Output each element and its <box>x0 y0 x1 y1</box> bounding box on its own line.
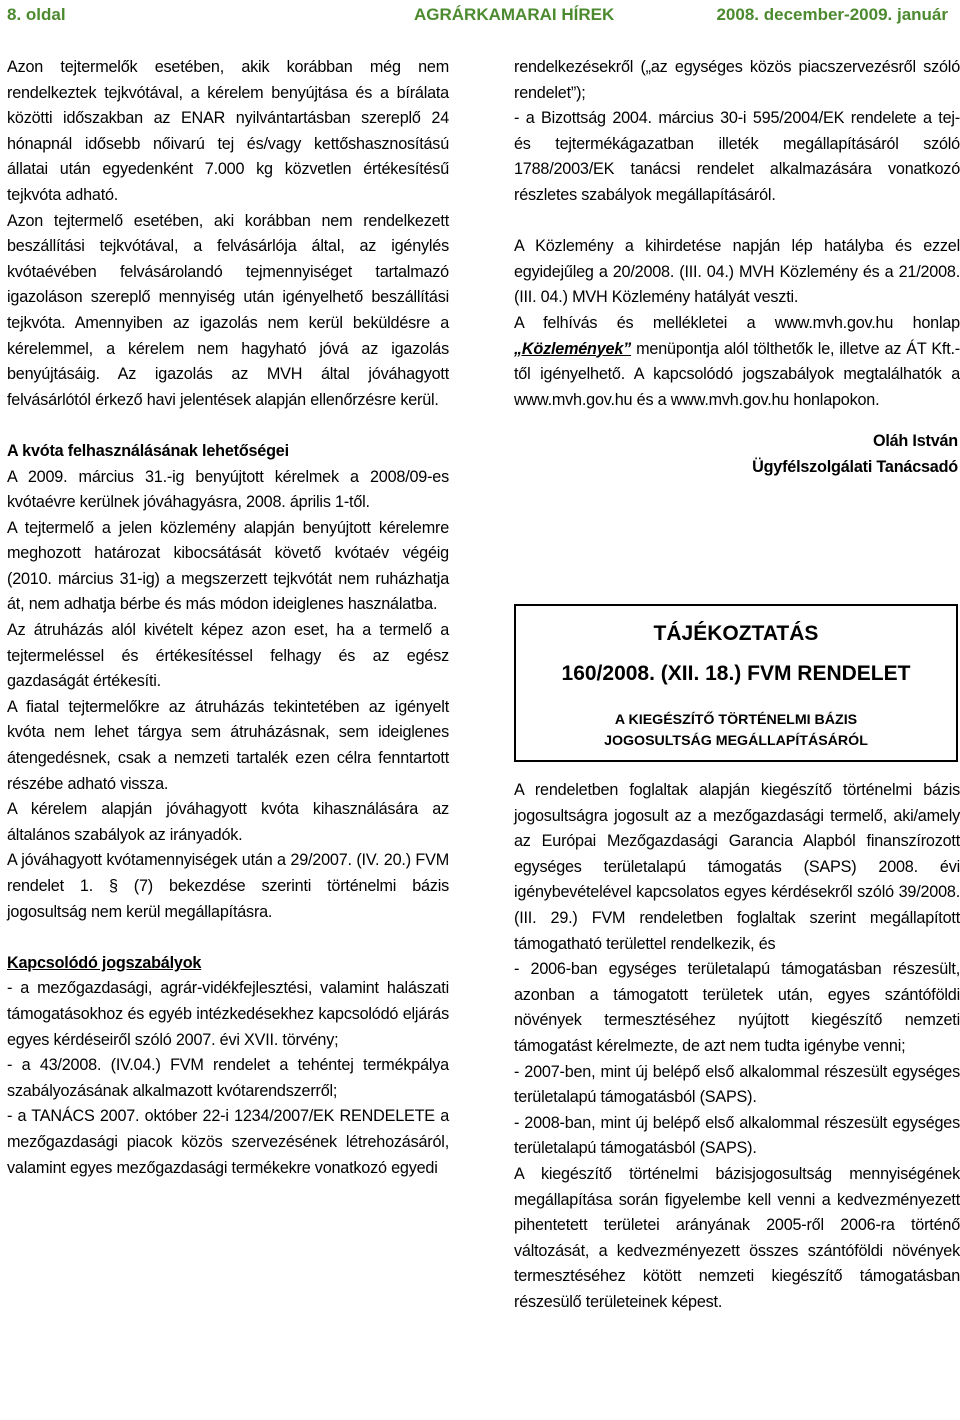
signature-name: Oláh István <box>872 432 958 451</box>
box-description-line: JOGOSULTSÁG MEGÁLLAPÍTÁSÁRÓL <box>604 733 868 749</box>
box-description <box>516 710 956 752</box>
paragraph: - 2006-ban egységes területalapú támogatásban részesült, azonban a támogatott területek után, egyes szántóföldi növények termesztéséhez nyújtott kiegészítő nemzeti támogatást kérelmezte, de azt nem tudta igénybe venni; <box>514 960 960 1055</box>
menu-reference: „Közlemények” <box>514 339 632 358</box>
paragraph: A kérelem alapján jóváhagyott kvóta kihasználására az általános szabályok az irányadók. <box>7 800 449 844</box>
paragraph: A 2009. március 31.-ig benyújtott kérelmek a 2008/09-es kvótaévre kerülnek jóváhagyásra, 2008. április 1-től. <box>7 467 449 512</box>
issue-date: 2008. december-2009. január <box>716 5 948 24</box>
paragraph: A tejtermelő a jelen közlemény alapján benyújtott kérelemre meghozott határozat kibocsátását követő kvótaév végéig (2010. március 31-ig) a megszerzett tejkvótát nem ruházhatja át, nem adhatja bérbe és más módon ideiglenes használatba. <box>7 518 449 614</box>
paragraph-text: A felhívás és mellékletei a www.mvh.gov.hu honlap <box>514 313 960 332</box>
section-heading: Kapcsolódó jogszabályok <box>7 953 202 972</box>
signature-title: Ügyfélszolgálati Tanácsadó <box>752 457 958 476</box>
paragraph: Azon tejtermelők esetében, akik korábban még nem rendelkeztek tejkvótával, a kérelem benyújtása és a bírálata közötti időszakban az ENAR nyilvántartásban szereplő 24 hónapnál idősebb nőivarú tej és/vagy kettőshasznosítású állatai után egyedenként 7.000 kg közvetlen értékesítésű tejkvóta adható. <box>7 58 449 204</box>
paragraph: Az átruházás alól kivételt képez azon eset, ha a termelő a tejtermeléssel és értékesítéssel felhagy és az egész gazdaságát értékesíti. <box>7 621 449 691</box>
paragraph: - a TANÁCS 2007. október 22-i 1234/2007/EK RENDELETE a mezőgazdasági piacok közös szervezésének létrehozásáról, valamint egyes mezőgazdasági termékekre vonatkozó egyedi <box>7 1107 449 1177</box>
paragraph: Azon tejtermelő esetében, aki korábban nem rendelkezett beszállítási tejkvótával, a felvásárlója által, az igénylés kvótaévében felvásárolandó tejmennyiséget tartalmazó igazoláson szereplő mennyiség után igényelhető beszállítási tejkvóta. Amennyiben az igazolás nem kerül beküldésre a kérelemmel, a kérelem nem hagyható jóvá az igazolás benyújtásáig. Az igazolás az MVH által jóváhagyott felvásárlótól érkező havi jelentések alapján ellenőrzésre kerül. <box>7 211 449 409</box>
box-title: TÁJÉKOZTATÁS <box>653 622 819 645</box>
page-number: 8. oldal <box>7 5 66 24</box>
publication-title: AGRÁRKAMARAI HÍREK <box>414 5 615 24</box>
right-column <box>514 55 960 481</box>
paragraph: - a 43/2008. (IV.04.) FVM rendelet a tehéntej termékpálya szabályozásának alkalmazott kvótarendszerről; <box>7 1056 449 1100</box>
paragraph: - a Bizottság 2004. március 30-i 595/2004/EK rendelete a tej- és tejtermékágazatban illeték megállapításáról szóló 1788/2003/EK tanácsi rendelet alkalmazására vonatkozó részletes szabályok megállapításáról. <box>514 109 960 204</box>
paragraph: A rendeletben foglaltak alapján kiegészítő történelmi bázis jogosultságra jogosult az a mezőgazdasági termelő, aki/amely az Európai Mezőgazdasági Garancia Alapból finanszírozott egységes területalapú támogatás (SAPS) 2008. évi igénybevételével kapcsolatos egyes kérdésekről szóló 39/2008. (III. 29.) FVM rendeletben foglaltak szerint megállapított támogatható területtel rendelkezik, és <box>514 781 960 953</box>
paragraph: A jóváhagyott kvótamennyiségek után a 29/2007. (IV. 20.) FVM rendelet 1. § (7) bekezdése szerinti történelmi bázis jogosultság nem kerül megállapításra. <box>7 851 449 921</box>
right-column-lower <box>514 778 960 1315</box>
paragraph-text: menüpontja alól tölthetők le, illetve az ÁT Kft.-től igényelhető. A kapcsolódó jogszabályok megtalálhatók a www.mvh.gov.hu és a www.mvh.gov.hu honlapokon. <box>514 339 960 409</box>
paragraph: A kiegészítő történelmi bázisjogosultság mennyiségének megállapítása során figyelembe kell venni a kedvezményezett pihentetett területei arányának 2005-ről 2006-ra történő változását, a kedvezményezett összes szántóföldi növények termesztéséhez kötött nemzeti kiegészítő támogatásban részesülő területeinek képest. <box>514 1164 960 1311</box>
paragraph: rendelkezésekről („az egységes közös piacszervezésről szóló rendelet”); <box>514 58 960 102</box>
paragraph: A fiatal tejtermelőkre az átruházás tekintetében az igényelt kvóta nem lehet tárgya sem átruházásnak, sem ideiglenes átengedésnek, csak a nemzeti tartalék ezen célra fenntartott részébe adható vissza. <box>7 697 449 793</box>
box-description-line: A KIEGÉSZÍTŐ TÖRTÉNELMI BÁZIS <box>614 712 858 728</box>
paragraph: A Közlemény a kihirdetése napján lép hatályba és ezzel egyidejűleg a 20/2008. (III. 04.) MVH Közlemény és a 21/2008. (III. 04.) MVH Közlemény hatályát veszti. <box>514 237 960 307</box>
page-header <box>0 0 960 32</box>
paragraph: - 2007-ben, mint új belépő első alkalommal részesült egységes területalapú támogatásból (SAPS). <box>514 1062 960 1107</box>
left-column <box>7 55 449 1181</box>
info-box <box>514 604 958 762</box>
box-subtitle: 160/2008. (XII. 18.) FVM RENDELET <box>561 662 911 685</box>
section-heading: A kvóta felhasználásának lehetőségei <box>7 441 289 460</box>
paragraph: - a mezőgazdasági, agrár-vidékfejlesztési, valamint halászati támogatásokhoz és egyéb intézkedésekhez kapcsolódó eljárás egyes kérdéseiről szóló 2007. évi XVII. törvény; <box>7 979 449 1049</box>
paragraph <box>514 311 960 413</box>
paragraph: - 2008-ban, mint új belépő első alkalommal részesült egységes területalapú támogatásból (SAPS). <box>514 1113 960 1158</box>
